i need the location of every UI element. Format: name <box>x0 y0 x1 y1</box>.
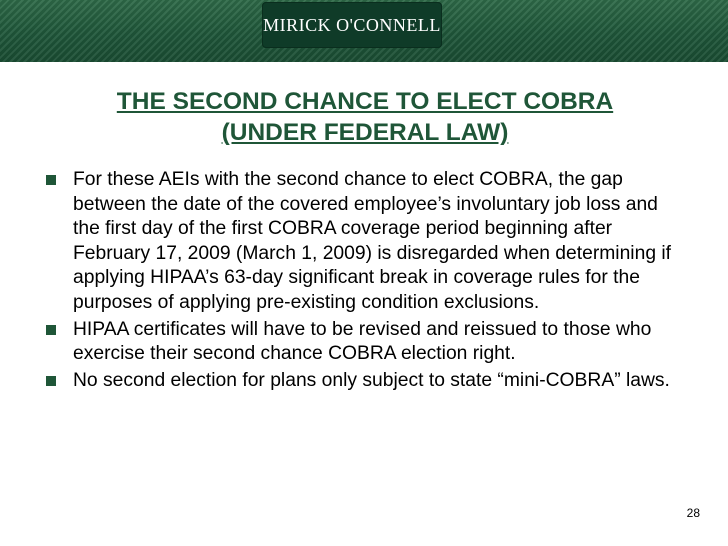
bullet-text-2: HIPAA certificates will have to be revised and reissued to those who exercise their second chance COBRA election right. <box>73 318 652 365</box>
bullet-list <box>0 168 728 395</box>
bullet-item-1 <box>0 168 673 316</box>
logo-text <box>262 15 442 36</box>
page-number: 28 <box>686 506 700 520</box>
bullet-item-3 <box>0 369 673 394</box>
header-banner <box>0 0 728 62</box>
bullet-text-3: No second election for plans only subject to state “mini-COBRA” laws. <box>73 369 670 391</box>
slide-title-line-1: THE SECOND CHANCE TO ELECT COBRA <box>116 88 614 115</box>
square-bullet-icon <box>46 376 56 386</box>
bullet-item-2 <box>0 318 673 367</box>
logo-second: O'CONNELL <box>336 15 441 35</box>
square-bullet-icon <box>46 175 56 185</box>
bullet-text-1: For these AEIs with the second chance to elect COBRA, the gap between the date of the covered employee’s involuntary job loss and the first day of the first COBRA coverage period beginning after February 17, 2009 (March 1, 2009) is disregarded when determining if applying HIPAA’s 63-day significant break in coverage rules for the purposes of applying pre-existing condition exclusions. <box>73 169 672 313</box>
slide-title-line-2: (UNDER FEDERAL LAW) <box>221 119 509 146</box>
logo-main: MIRICK <box>263 15 332 35</box>
firm-logo <box>262 2 442 48</box>
square-bullet-icon <box>46 325 56 335</box>
